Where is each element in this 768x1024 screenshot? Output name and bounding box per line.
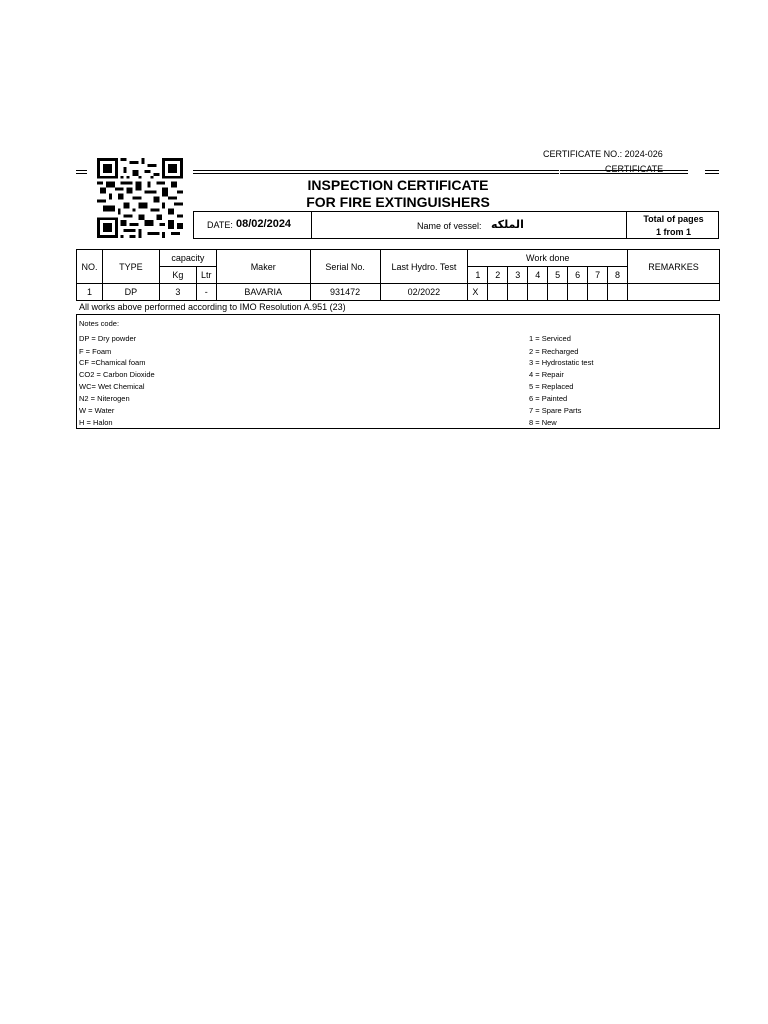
date-box <box>193 211 312 239</box>
col-work-done-header: Work done <box>468 250 628 267</box>
vessel-box <box>311 211 627 239</box>
cell-ltr: - <box>196 284 216 301</box>
cell-remarks <box>628 284 720 301</box>
header-rule-right <box>560 170 688 174</box>
note-right-8: 8 = New <box>529 418 557 427</box>
qr-code <box>97 158 183 238</box>
cell-work-1: X <box>468 284 488 301</box>
date-value: 08/02/2024 <box>236 218 292 230</box>
note-right-2: 2 = Recharged <box>529 347 579 356</box>
pages-box <box>626 211 719 239</box>
cell-type: DP <box>102 284 159 301</box>
date-label: DATE: <box>207 220 233 230</box>
cell-work-6 <box>568 284 588 301</box>
col-remarks-header: REMARKES <box>628 250 720 284</box>
pages-label: Total of pages <box>643 214 704 224</box>
col-capacity-header: capacity <box>159 250 216 267</box>
work-col-1: 1 <box>468 267 488 284</box>
notes-box <box>76 314 720 429</box>
work-col-7: 7 <box>588 267 608 284</box>
vessel-label: Name of vessel: <box>417 221 482 231</box>
header-row-1 <box>77 250 720 267</box>
work-col-8: 8 <box>608 267 628 284</box>
cell-maker: BAVARIA <box>216 284 310 301</box>
note-right-4: 4 = Repair <box>529 370 564 379</box>
note-left-3: CF =Chamical foam <box>79 358 146 367</box>
pages-value: 1 from 1 <box>655 227 691 237</box>
note-left-7: W = Water <box>79 406 115 415</box>
cell-work-3 <box>508 284 528 301</box>
cell-hydro: 02/2022 <box>380 284 468 301</box>
vessel-value: الملكه <box>491 218 524 231</box>
note-left-5: WC= Wet Chemical <box>79 382 145 391</box>
cell-work-8 <box>608 284 628 301</box>
cell-work-4 <box>528 284 548 301</box>
note-left-1: DP = Dry powder <box>79 334 137 343</box>
col-hydro-header: Last Hydro. Test <box>380 250 468 284</box>
col-type-header: TYPE <box>102 250 159 284</box>
work-col-4: 4 <box>528 267 548 284</box>
col-no-header: NO. <box>77 250 103 284</box>
work-col-5: 5 <box>548 267 568 284</box>
note-right-3: 3 = Hydrostatic test <box>529 358 594 367</box>
title-line-2: FOR FIRE EXTINGUISHERS <box>306 194 490 210</box>
header-rule-left <box>193 170 559 174</box>
note-left-4: CO2 = Carbon Dioxide <box>79 370 155 379</box>
left-dash <box>76 170 87 174</box>
note-left-8: H = Halon <box>79 418 113 427</box>
cell-work-7 <box>588 284 608 301</box>
col-kg-header: Kg <box>159 267 196 284</box>
note-right-6: 6 = Painted <box>529 394 568 403</box>
work-col-6: 6 <box>568 267 588 284</box>
title-line-1: INSPECTION CERTIFICATE <box>307 177 489 193</box>
notes-title: Notes code: <box>79 319 120 328</box>
note-left-6: N2 = Niterogen <box>79 394 130 403</box>
table-row <box>77 284 720 301</box>
col-serial-header: Serial No. <box>310 250 380 284</box>
col-ltr-header: Ltr <box>196 267 216 284</box>
note-left-2: F = Foam <box>79 347 112 356</box>
note-right-7: 7 = Spare Parts <box>529 406 582 415</box>
note-right-5: 5 = Replaced <box>529 382 574 391</box>
cell-work-2 <box>488 284 508 301</box>
right-dash <box>705 170 719 174</box>
cell-work-5 <box>548 284 568 301</box>
certificate-number: CERTIFICATE NO.: 2024-026 <box>543 149 663 159</box>
work-col-2: 2 <box>488 267 508 284</box>
imo-note: All works above performed according to IMO Resolution A.951 (23) <box>79 302 346 312</box>
work-col-3: 3 <box>508 267 528 284</box>
extinguisher-table <box>76 249 720 301</box>
col-maker-header: Maker <box>216 250 310 284</box>
cell-no: 1 <box>77 284 103 301</box>
cell-serial: 931472 <box>310 284 380 301</box>
certificate-sub-label: CERTIFICATE <box>605 164 664 174</box>
cell-kg: 3 <box>159 284 196 301</box>
note-right-1: 1 = Serviced <box>529 334 571 343</box>
